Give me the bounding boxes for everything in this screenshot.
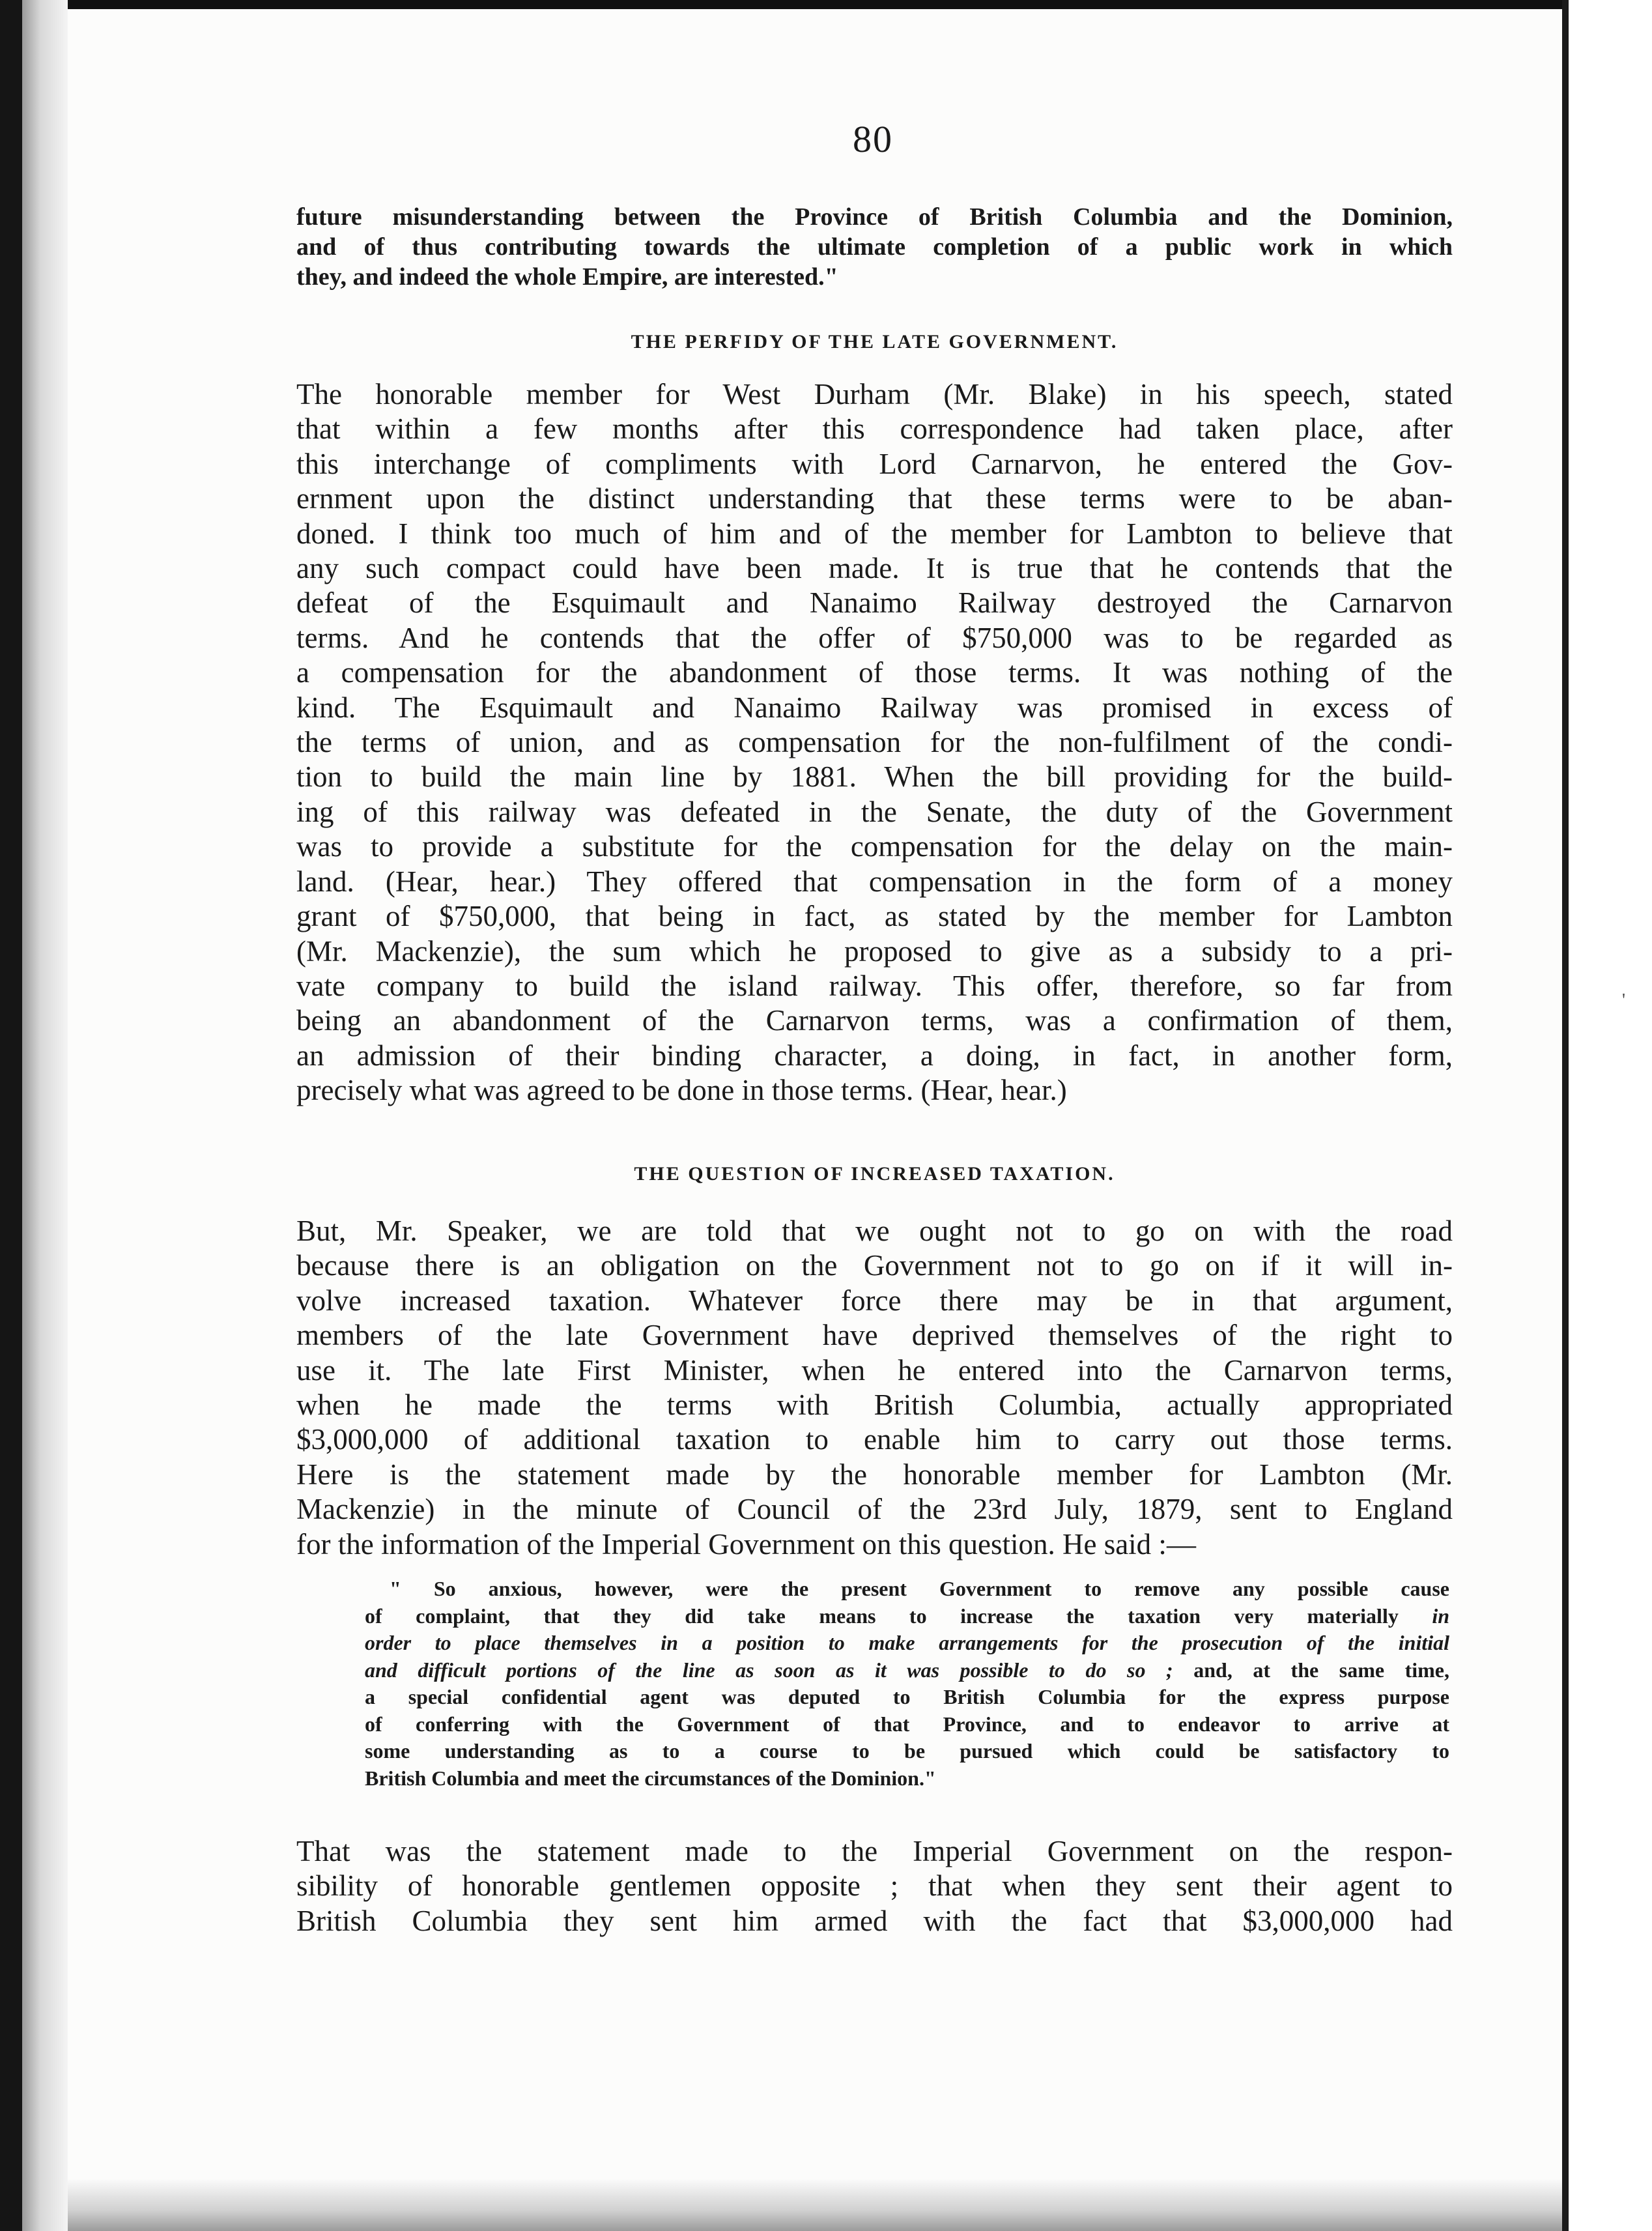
text-line: because there is an obligation on the Government not to go on if it will in- [296, 1249, 1453, 1282]
text-line: precisely what was agreed to be done in those terms. (Hear, hear.) [296, 1074, 1067, 1107]
paragraph-closing [296, 1834, 1453, 1938]
quote-line [365, 1684, 1449, 1711]
text-line: Mackenzie) in the minute of Council of the 23rd July, 1879, sent to England [296, 1493, 1453, 1526]
text-line: terms. And he contends that the offer of $750,000 was to be regarded as [296, 621, 1453, 654]
quote-italic-text: order to place themselves in a position to make arrangements for the prosecution of the initial [365, 1631, 1449, 1654]
paragraph-taxation [296, 1214, 1453, 1562]
quote-text: and, at the same time, [1193, 1658, 1450, 1682]
quote-text: a special confidential agent was deputed to British Columbia for the express purpose [365, 1685, 1449, 1708]
scan-bottom-edge [68, 2180, 1562, 2231]
text-line: members of the late Government have deprived themselves of the right to [296, 1319, 1453, 1352]
quote-line [365, 1765, 1449, 1792]
text-line: $3,000,000 of additional taxation to enable him to carry out those terms. [296, 1423, 1453, 1456]
text-line: that within a few months after this correspondence had taken place, after [296, 412, 1453, 446]
text-line: ing of this railway was defeated in the Senate, the duty of the Government [296, 795, 1453, 828]
quote-line [365, 1630, 1449, 1657]
scan-top-border [0, 0, 1652, 9]
text-line: being an abandonment of the Carnarvon terms, was a confirmation of them, [296, 1004, 1453, 1037]
text-line: vate company to build the island railway. This offer, therefore, so far from [296, 969, 1453, 1002]
text-line: volve increased taxation. Whatever force there may be in that argument, [296, 1284, 1453, 1317]
text-line: tion to build the main line by 1881. When the bill providing for the build- [296, 760, 1453, 794]
scan-left-border [0, 0, 22, 2231]
text-line: kind. The Esquimault and Nanaimo Railway was promised in excess of [296, 691, 1453, 724]
quote-text: some understanding as to a course to be pursued which could be satisfactory to [365, 1739, 1449, 1763]
quote-line [365, 1657, 1449, 1684]
text-line: land. (Hear, hear.) They offered that compensation in the form of a money [296, 865, 1453, 898]
quote-line: and of thus contributing towards the ultimate completion of a public work in which [296, 233, 1453, 261]
text-line: when he made the terms with British Columbia, actually appropriated [296, 1389, 1453, 1422]
text-line: use it. The late First Minister, when he entered into the Carnarvon terms, [296, 1353, 1453, 1387]
text-line: grant of $750,000, that being in fact, as stated by the member for Lambton [296, 900, 1453, 933]
page-number: 80 [853, 118, 893, 160]
quote-line [365, 1711, 1449, 1738]
section-heading-perfidy: THE PERFIDY OF THE LATE GOVERNMENT. [631, 331, 1118, 353]
quote-line [365, 1738, 1449, 1765]
opening-quote [296, 202, 1453, 292]
scan-binding-shadow [22, 0, 68, 2231]
text-line: The honorable member for West Durham (Mr. Blake) in his speech, stated [296, 378, 1453, 410]
text-line: the terms of union, and as compensation for the non-fulfilment of the condi- [296, 726, 1453, 759]
quote-text: of conferring with the Government of that Province, and to endeavor to arrive at [365, 1712, 1449, 1736]
quote-text: " So anxious, however, were the present Government to remove any possible cause [390, 1577, 1449, 1600]
quote-line [365, 1603, 1449, 1630]
text-line: Here is the statement made by the honorable member for Lambton (Mr. [296, 1458, 1453, 1491]
text-line: a compensation for the abandonment of those terms. It was nothing of the [296, 656, 1453, 689]
text-line: ernment upon the distinct understanding that these terms were to be aban- [296, 482, 1453, 515]
quote-text: of complaint, that they did take means to increase the taxation very materially [365, 1604, 1399, 1628]
text-line: sibility of honorable gentlemen opposite ; that when they sent their agent to [296, 1869, 1453, 1903]
text-line: But, Mr. Speaker, we are told that we ought not to go on with the road [296, 1215, 1453, 1247]
section-heading-taxation: THE QUESTION OF INCREASED TAXATION. [634, 1163, 1115, 1185]
text-line: for the information of the Imperial Government on this question. He said :— [296, 1527, 1196, 1561]
quote-line [365, 1576, 1449, 1603]
quote-italic-text: in [1432, 1604, 1450, 1628]
text-line: That was the statement made to the Imperial Government on the respon- [296, 1835, 1453, 1867]
text-line: was to provide a substitute for the compensation for the delay on the main- [296, 830, 1453, 863]
margin-mark: ' [1622, 990, 1626, 1011]
paragraph-perfidy [296, 377, 1453, 1108]
minute-of-council-quote [365, 1576, 1449, 1792]
quote-italic-text: and difficult portions of the line as soon as it was possible to do so ; [365, 1658, 1173, 1682]
text-line: (Mr. Mackenzie), the sum which he proposed to give as a subsidy to a pri- [296, 934, 1453, 968]
scan-right-margin [1569, 0, 1652, 2231]
text-line: an admission of their binding character, a doing, in fact, in another form, [296, 1039, 1453, 1072]
text-line: doned. I think too much of him and of the member for Lambton to believe that [296, 517, 1453, 550]
quote-line: they, and indeed the whole Empire, are interested." [296, 263, 838, 291]
text-line: any such compact could have been made. It is true that he contends that the [296, 552, 1453, 585]
quote-line: future misunderstanding between the Province of British Columbia and the Dominion, [296, 203, 1453, 231]
scan-right-border [1562, 0, 1569, 2231]
text-line: British Columbia they sent him armed with the fact that $3,000,000 had [296, 1904, 1453, 1937]
text-line: defeat of the Esquimault and Nanaimo Railway destroyed the Carnarvon [296, 586, 1453, 620]
quote-text: British Columbia and meet the circumstances of the Dominion." [365, 1766, 936, 1790]
text-line: this interchange of compliments with Lord Carnarvon, he entered the Gov- [296, 447, 1453, 480]
